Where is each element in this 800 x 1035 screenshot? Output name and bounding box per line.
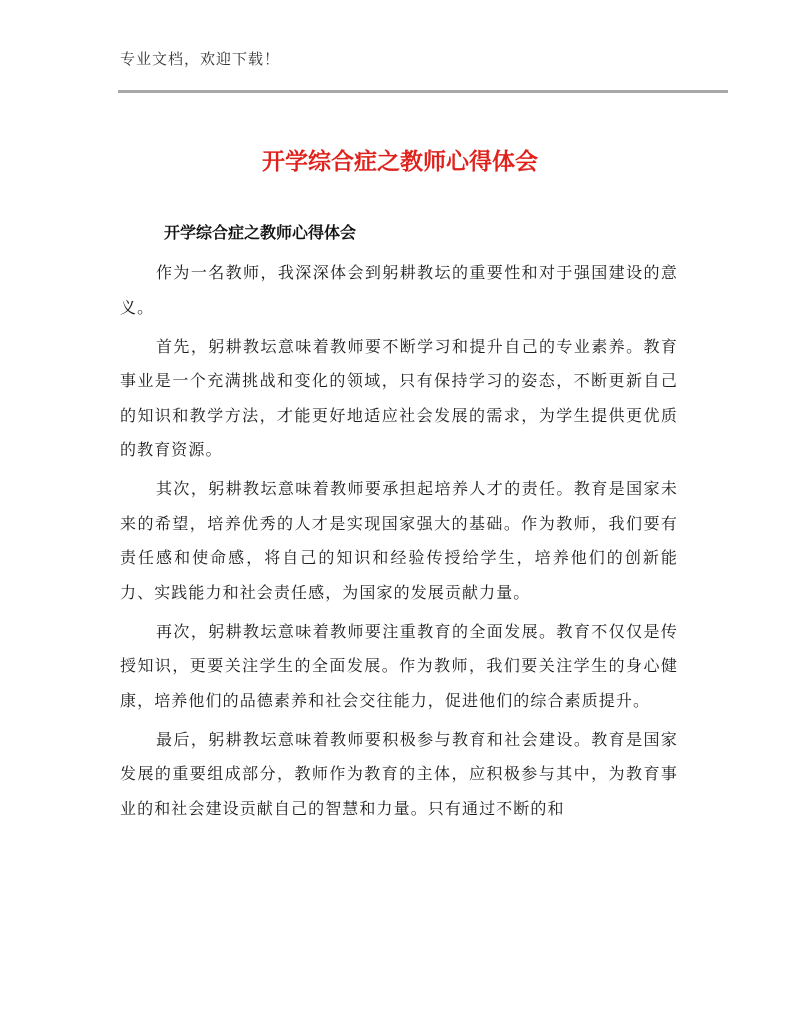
- document-title: 开学综合症之教师心得体会: [262, 149, 538, 175]
- paragraph: 其次，躬耕教坛意味着教师要承担起培养人才的责任。教育是国家未来的希望，培养优秀的人才是实现国家强大的基础。作为教师，我们要有责任感和使命感，将自己的知识和经验传授给学生，培养他们的创新能力、实践能力和社会责任感，为国家的发展贡献力量。: [120, 479, 678, 602]
- paragraph: 再次，躬耕教坛意味着教师要注重教育的全面发展。教育不仅仅是传授知识，更要关注学生的全面发展。作为教师，我们要关注学生的身心健康，培养他们的品德素养和社会交往能力，促进他们的综合素质提升。: [120, 621, 678, 710]
- paragraph: 作为一名教师，我深深体会到躬耕教坛的重要性和对于强国建设的意义。: [120, 263, 678, 317]
- header-divider: [118, 90, 728, 93]
- document-body: [120, 256, 678, 831]
- document-subtitle: 开学综合症之教师心得体会: [164, 223, 357, 242]
- paragraph: 首先，躬耕教坛意味着教师要不断学习和提升自己的专业素养。教育事业是一个充满挑战和变化的领域，只有保持学习的姿态，不断更新自己的知识和教学方法，才能更好地适应社会发展的需求，为学生提供更优质的教育资源。: [120, 336, 678, 459]
- paragraph: 最后，躬耕教坛意味着教师要积极参与教育和社会建设。教育是国家发展的重要组成部分，教师作为教育的主体，应积极参与其中，为教育事业的和社会建设贡献自己的智慧和力量。只有通过不断的和: [120, 729, 678, 818]
- header-note: 专业文档，欢迎下载！: [120, 50, 281, 68]
